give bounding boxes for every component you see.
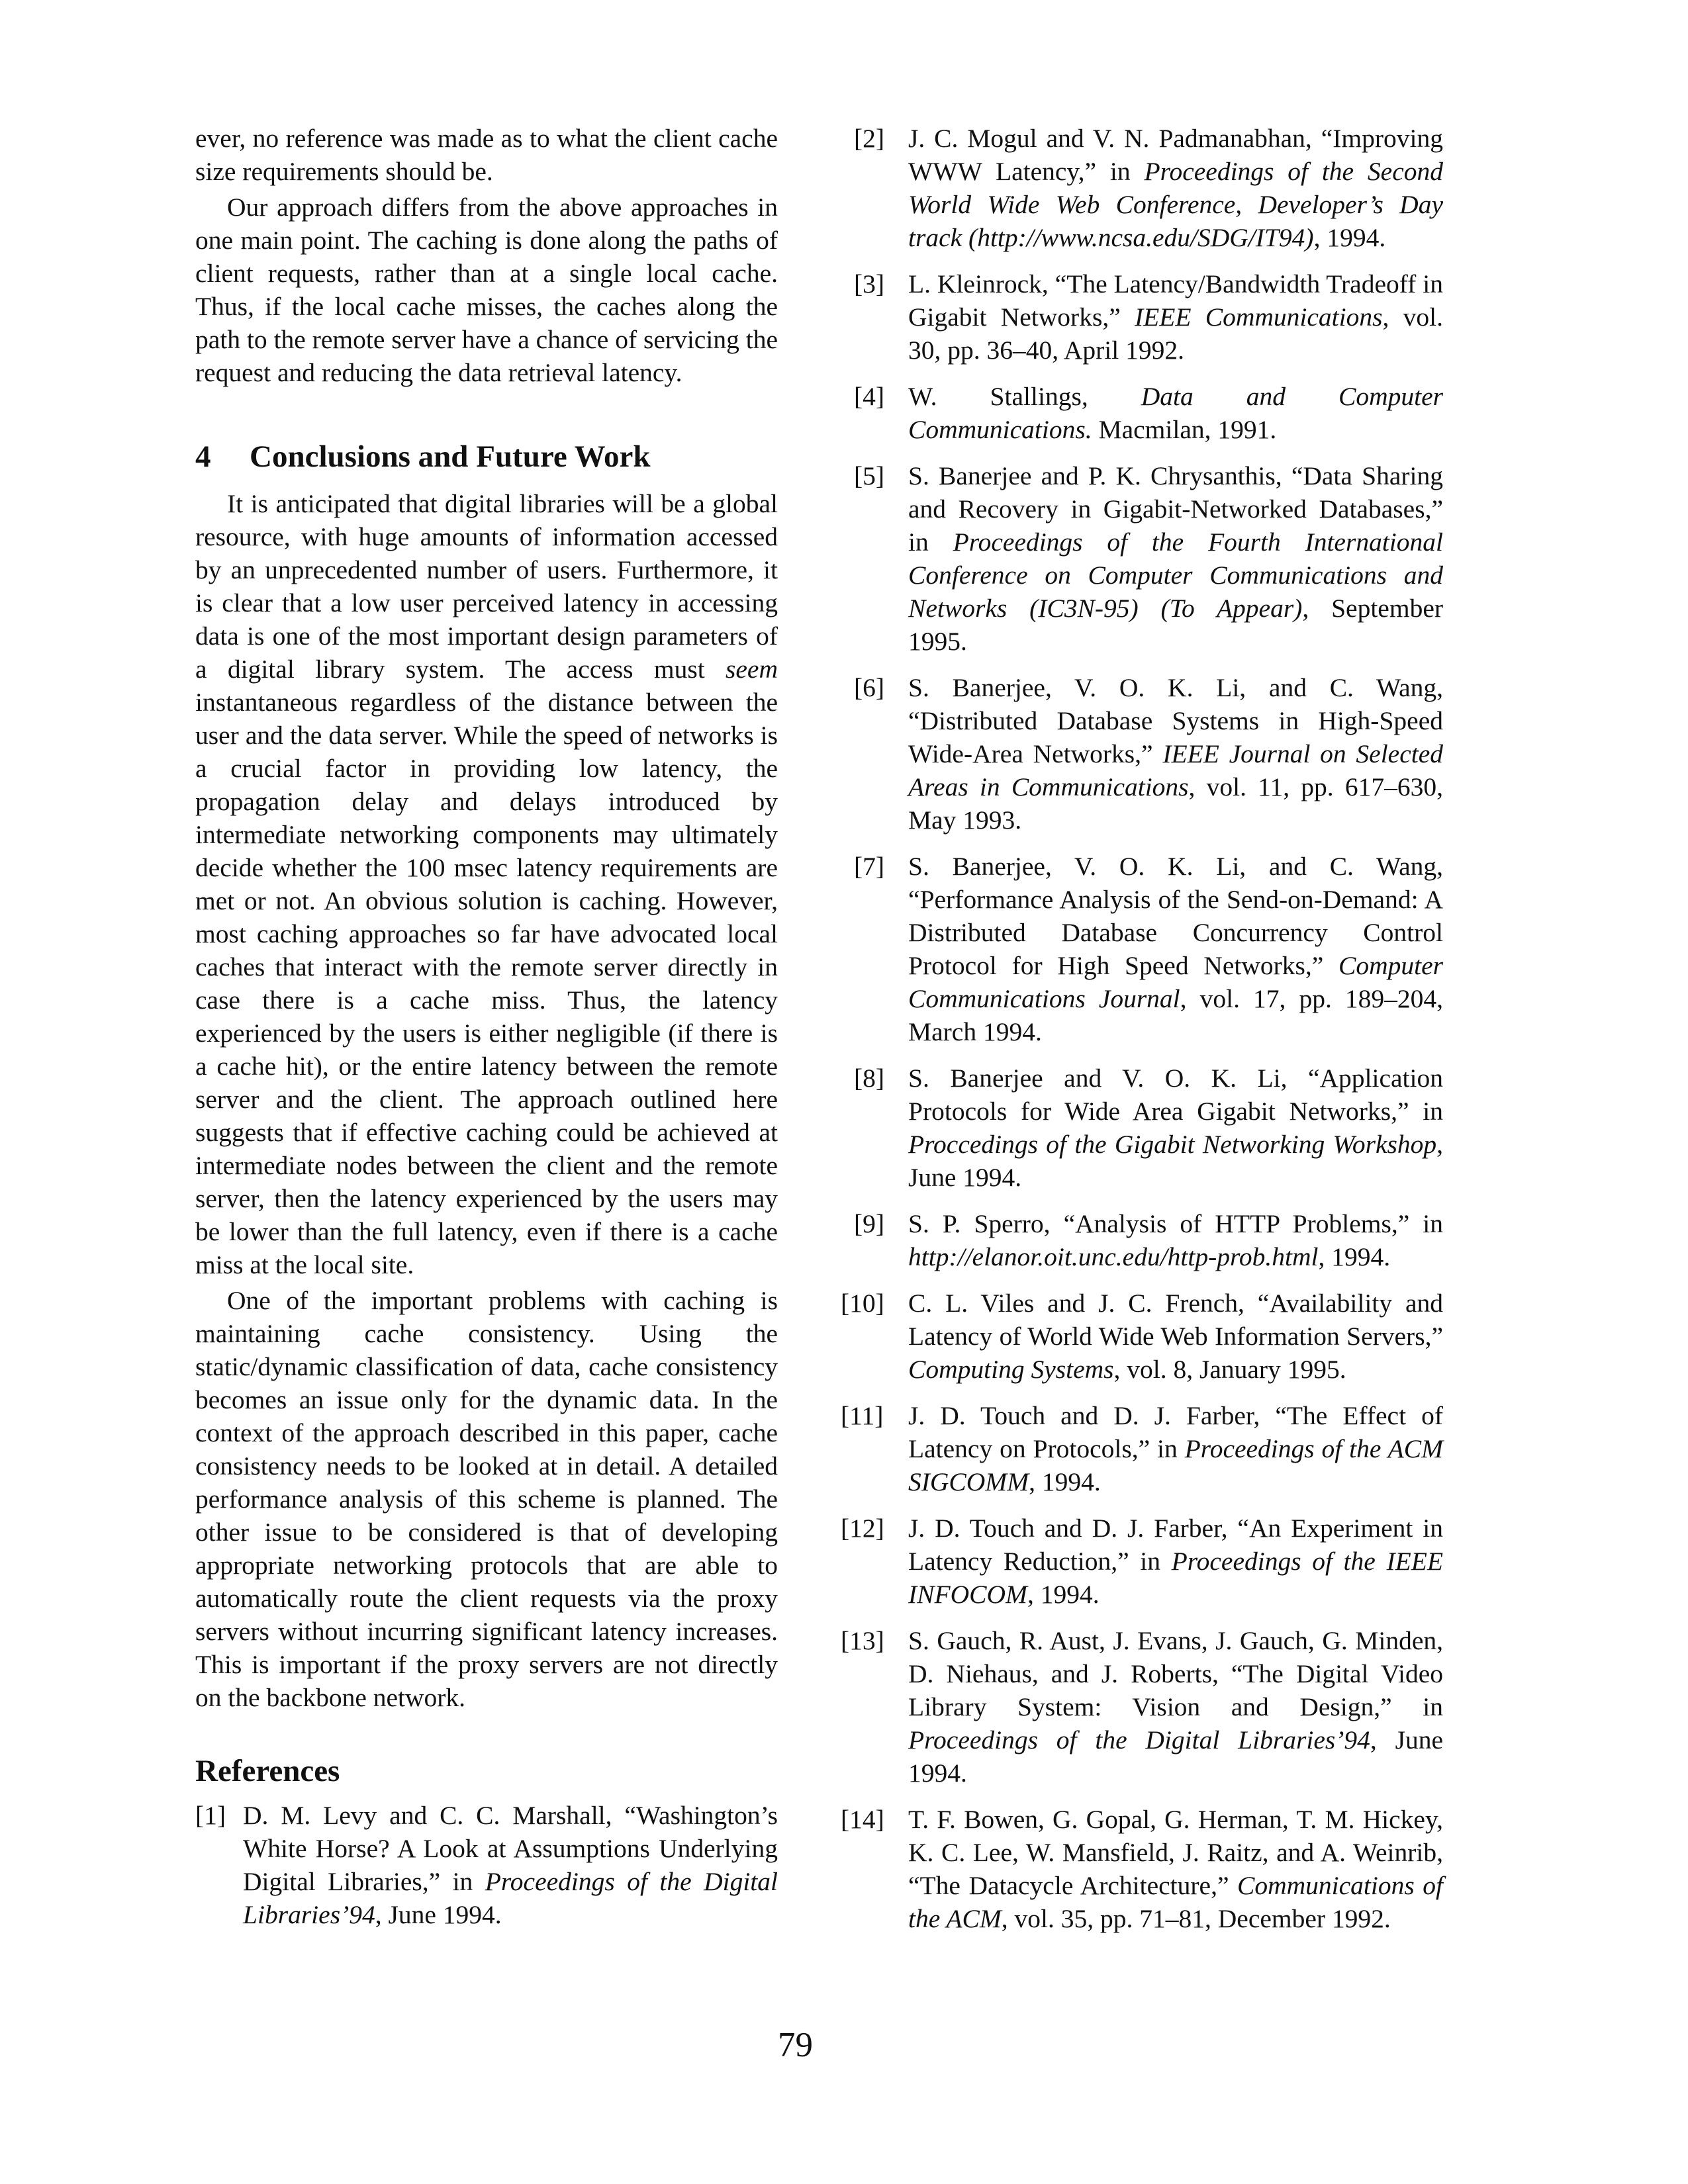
reference-text: J. D. Touch and D. J. Farber, “The Effect of Latency on Protocols,” in: [908, 1401, 1443, 1463]
reference-text: D. M. Levy and C. C. Marshall, “Washington’s White Horse? A Look at Assumptions Underlying Digital Libraries,” in: [243, 1801, 778, 1896]
reference-venue: IEEE Journal on Selected Areas in Communications: [908, 739, 1443, 801]
reference-number: [3]: [854, 269, 885, 298]
references-list-left: [195, 1799, 778, 1931]
page-number: 79: [778, 2026, 813, 2064]
reference-venue: http://elanor.oit.unc.edu/http-prob.html: [908, 1242, 1319, 1271]
reference-venue: Proceedings of the Second World Wide Web Conference, Developer’s Day track (http://www.ncsa.edu/SDG/IT94): [908, 157, 1443, 252]
paragraph-future-work: One of the important problems with caching is maintaining cache consistency. Using the static/dynamic classification of data, cache consistency becomes an issue only for the dynamic data. In the context of the approach described in this paper, cache consistency needs to be looked at in detail. A detailed performance analysis of this scheme is planned. The other issue to be considered is that of developing appropriate networking protocols that are able to automatically route the client requests via the proxy servers without incurring significant latency increases. This is important if the proxy servers are not directly on the backbone network.: [195, 1286, 778, 1712]
reference-details: , June 1994.: [908, 1130, 1443, 1192]
reference-text: S. Banerjee, V. O. K. Li, and C. Wang, “Performance Analysis of the Send-on-Demand: A Distributed Database Concurrency Control Protocol for High Speed Networks,”: [908, 852, 1443, 980]
reference-details: , 1994.: [1313, 223, 1386, 252]
reference-details: , vol. 8, January 1995.: [1113, 1355, 1346, 1384]
reference-text: S. Gauch, R. Aust, J. Evans, J. Gauch, G. Minden, D. Niehaus, and J. Roberts, “The Digital Video Library System: Vision and Design,” in: [908, 1626, 1443, 1721]
reference-item: [841, 1399, 1443, 1498]
reference-number: [10]: [841, 1289, 884, 1318]
section-title: Conclusions and Future Work: [250, 439, 651, 474]
references-heading: References: [195, 1754, 340, 1788]
reference-venue: Computing Systems: [908, 1355, 1114, 1384]
emphasis-seem: seem: [726, 655, 778, 684]
reference-item: [841, 1624, 1443, 1790]
reference-number: [9]: [854, 1209, 885, 1238]
left-column: [195, 122, 778, 1944]
section-heading: [195, 438, 778, 475]
reference-details: , 1994.: [1027, 1580, 1100, 1609]
paragraph-approach: Our approach differs from the above approaches in one main point. The caching is done along the paths of client requests, rather than at a single local cache. Thus, if the local cache misses, the caches along the path to the remote server have a chance of servicing the request and reducing the data retrieval latency.: [195, 193, 778, 387]
reference-item: [854, 671, 1443, 837]
paragraph-conclusions: [195, 487, 778, 1281]
reference-item: [854, 122, 1443, 254]
reference-text: J. C. Mogul and V. N. Padmanabhan, “Improving WWW Latency,” in: [908, 124, 1443, 186]
reference-text: J. D. Touch and D. J. Farber, “An Experiment in Latency Reduction,” in: [908, 1514, 1443, 1576]
reference-venue: Communications of the ACM: [908, 1871, 1443, 1933]
reference-details: , June 1994.: [375, 1900, 502, 1929]
reference-item: [854, 1062, 1443, 1194]
references-list-right: [841, 122, 1443, 1935]
right-column: [841, 122, 1443, 1948]
reference-details: Macmilan, 1991.: [1092, 415, 1277, 444]
reference-item: [195, 1799, 778, 1931]
reference-venue: Proccedings of the Gigabit Networking Workshop: [908, 1130, 1437, 1159]
reference-venue: Proceedings of the Fourth International Conference on Computer Communications and Networks (IC3N-95) (To Appear): [908, 527, 1443, 623]
reference-details: , vol. 11, pp. 617–630, May 1993.: [908, 772, 1443, 835]
reference-text: L. Kleinrock, “The Latency/Bandwidth Tradeoff in Gigabit Networks,”: [908, 269, 1443, 332]
reference-details: , June 1994.: [908, 1725, 1443, 1788]
reference-text: S. Banerjee, V. O. K. Li, and C. Wang, “Distributed Database Systems in High-Speed Wide-Area Networks,”: [908, 673, 1443, 768]
reference-item: [854, 1207, 1443, 1273]
reference-number: [2]: [854, 124, 885, 153]
reference-venue: Proceedings of the IEEE INFOCOM: [908, 1547, 1443, 1609]
reference-venue: IEEE Communications: [1134, 302, 1383, 332]
reference-details: , 1994.: [1029, 1467, 1101, 1496]
reference-number: [4]: [854, 382, 885, 411]
paragraph-continuation: ever, no reference was made as to what the client cache size requirements should be.: [195, 124, 778, 186]
reference-number: [7]: [854, 852, 885, 881]
reference-text: W. Stallings,: [908, 382, 1141, 411]
reference-number: [14]: [841, 1805, 884, 1834]
reference-text: T. F. Bowen, G. Gopal, G. Herman, T. M. Hickey, K. C. Lee, W. Mansfield, J. Raitz, and A. Weinrib, “The Datacycle Architecture,”: [908, 1805, 1443, 1900]
reference-number: [5]: [854, 461, 885, 490]
reference-number: [13]: [841, 1626, 884, 1655]
section-number: 4: [195, 439, 211, 474]
paragraph-conclusions-part-b: instantaneous regardless of the distance between the user and the data server. While the speed of networks is a crucial factor in providing low latency, the propagation delay and delays introduced by intermediate networking components may ultimately decide whether the 100 msec latency requirements are met or not. An obvious solution is caching. However, most caching approaches so far have advocated local caches that interact with the remote server directly in case there is a cache miss. Thus, the latency experienced by the users is either negligible (if there is a cache hit), or the entire latency between the remote server and the client. The approach outlined here suggests that if effective caching could be achieved at intermediate nodes between the client and the remote server, then the latency experienced by the users may be lower than the full latency, even if there is a cache miss at the local site.: [195, 688, 778, 1279]
reference-details: , vol. 30, pp. 36–40, April 1992.: [908, 302, 1443, 365]
reference-item: [841, 1512, 1443, 1611]
reference-number: [12]: [841, 1514, 884, 1543]
reference-item: [854, 850, 1443, 1048]
reference-details: , 1994.: [1318, 1242, 1391, 1271]
reference-item: [841, 1803, 1443, 1935]
reference-details: , September 1995.: [908, 594, 1443, 656]
reference-item: [854, 380, 1443, 446]
reference-item: [854, 267, 1443, 367]
reference-venue: Data and Computer Communications.: [908, 382, 1443, 444]
reference-venue: Computer Communications Journal: [908, 951, 1443, 1013]
reference-details: , vol. 17, pp. 189–204, March 1994.: [908, 984, 1443, 1046]
reference-number: [6]: [854, 673, 885, 702]
reference-venue: Proceedings of the Digital Libraries’94: [243, 1867, 778, 1929]
reference-number: [8]: [854, 1064, 885, 1093]
reference-venue: Proceedings of the Digital Libraries’94: [908, 1725, 1370, 1754]
reference-venue: Proceedings of the ACM SIGCOMM: [908, 1434, 1443, 1496]
reference-item: [854, 459, 1443, 658]
reference-text: S. P. Sperro, “Analysis of HTTP Problems,” in: [908, 1209, 1443, 1238]
reference-number: [1]: [195, 1801, 226, 1830]
reference-text: C. L. Viles and J. C. French, “Availability and Latency of World Wide Web Information Servers,”: [908, 1289, 1443, 1351]
reference-number: [11]: [841, 1401, 884, 1430]
reference-text: S. Banerjee and V. O. K. Li, “Application Protocols for Wide Area Gigabit Networks,” in: [908, 1064, 1443, 1126]
reference-text: S. Banerjee and P. K. Chrysanthis, “Data Sharing and Recovery in Gigabit-Networked Databases,” in: [908, 461, 1443, 557]
reference-item: [841, 1287, 1443, 1386]
reference-details: , vol. 35, pp. 71–81, December 1992.: [1001, 1904, 1391, 1933]
paragraph-conclusions-part-a: It is anticipated that digital libraries will be a global resource, with huge amounts of information accessed by an unprecedented number of users. Furthermore, it is clear that a low user perceived latency in accessing data is one of the most important design parameters of a digital library system. The access must: [195, 489, 778, 684]
